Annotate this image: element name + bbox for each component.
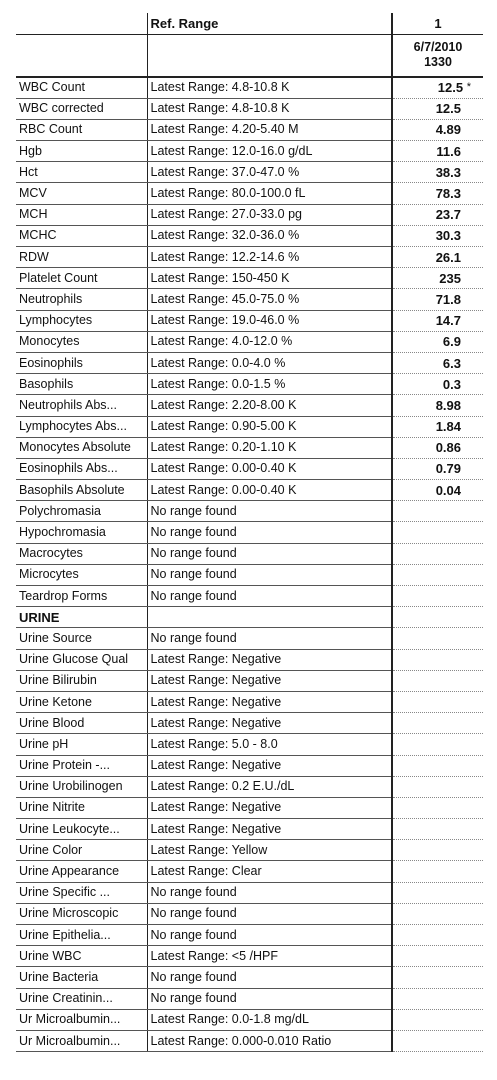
table-row[interactable] xyxy=(16,543,483,564)
result-value-cell[interactable] xyxy=(392,628,483,649)
reference-range: No range found xyxy=(147,925,392,946)
test-name: Urine WBC xyxy=(16,946,147,967)
result-value-cell[interactable] xyxy=(392,437,483,458)
reference-range: Latest Range: Negative xyxy=(147,670,392,691)
result-value-cell[interactable] xyxy=(392,543,483,564)
table-row[interactable] xyxy=(16,734,483,755)
table-row[interactable] xyxy=(16,1009,483,1030)
test-name: Eosinophils Abs... xyxy=(16,458,147,479)
table-row[interactable] xyxy=(16,522,483,543)
test-name: Teardrop Forms xyxy=(16,586,147,607)
table-row[interactable] xyxy=(16,882,483,903)
table-row[interactable] xyxy=(16,501,483,522)
result-value: 12.5 xyxy=(435,101,461,117)
result-value-cell[interactable] xyxy=(392,670,483,691)
table-row[interactable] xyxy=(16,819,483,840)
result-value: 8.98 xyxy=(435,397,461,413)
result-value-cell[interactable] xyxy=(392,988,483,1009)
reference-range: Latest Range: 45.0-75.0 % xyxy=(147,289,392,310)
table-row[interactable] xyxy=(16,861,483,882)
table-row[interactable] xyxy=(16,797,483,818)
result-value: 0.3 xyxy=(442,376,461,392)
reference-range: No range found xyxy=(147,586,392,607)
result-value-cell[interactable] xyxy=(392,395,483,416)
test-name-header xyxy=(16,13,147,34)
table-row[interactable] xyxy=(16,691,483,712)
table-row[interactable] xyxy=(16,204,483,225)
test-name: Eosinophils xyxy=(16,352,147,373)
result-value: 0.86 xyxy=(435,440,461,456)
table-row[interactable] xyxy=(16,141,483,162)
reference-range: No range found xyxy=(147,543,392,564)
result-value: 38.3 xyxy=(435,164,461,180)
result-value-cell[interactable] xyxy=(392,268,483,289)
result-value-cell[interactable] xyxy=(392,564,483,585)
result-value-cell[interactable] xyxy=(392,734,483,755)
reference-range: Latest Range: 0.0-4.0 % xyxy=(147,352,392,373)
table-row[interactable] xyxy=(16,586,483,607)
result-value-cell[interactable] xyxy=(392,797,483,818)
reference-range: No range found xyxy=(147,628,392,649)
result-value-cell[interactable] xyxy=(392,691,483,712)
test-name: Urine Creatinin... xyxy=(16,988,147,1009)
reference-range: No range found xyxy=(147,564,392,585)
result-value-cell[interactable] xyxy=(392,141,483,162)
table-row[interactable] xyxy=(16,564,483,585)
result-value-cell[interactable] xyxy=(392,776,483,797)
result-value-cell[interactable] xyxy=(392,840,483,861)
test-name: Platelet Count xyxy=(16,268,147,289)
result-value-cell[interactable] xyxy=(392,289,483,310)
reference-range: Latest Range: Negative xyxy=(147,755,392,776)
test-name: RDW xyxy=(16,247,147,268)
test-name: Hgb xyxy=(16,141,147,162)
reference-range: Latest Range: Negative xyxy=(147,819,392,840)
result-value-cell[interactable] xyxy=(392,586,483,607)
header-date-row xyxy=(16,34,483,77)
test-name: Basophils Absolute xyxy=(16,480,147,501)
header-row xyxy=(16,13,483,34)
reference-range: No range found xyxy=(147,967,392,988)
reference-range: Latest Range: Yellow xyxy=(147,840,392,861)
test-name: Polychromasia xyxy=(16,501,147,522)
result-value-cell[interactable] xyxy=(392,967,483,988)
result-value: 12.5 xyxy=(437,80,464,96)
reference-range: Latest Range: 0.00-0.40 K xyxy=(147,458,392,479)
result-value-cell[interactable] xyxy=(392,946,483,967)
test-name: Urine Nitrite xyxy=(16,797,147,818)
result-value-cell[interactable] xyxy=(392,310,483,331)
result-value-cell[interactable] xyxy=(392,204,483,225)
test-name: Urine Bilirubin xyxy=(16,670,147,691)
result-value-cell[interactable] xyxy=(392,374,483,395)
test-name: Neutrophils xyxy=(16,289,147,310)
table-row[interactable] xyxy=(16,670,483,691)
result-value: 14.7 xyxy=(435,313,461,329)
test-name: Urine Microscopic xyxy=(16,903,147,924)
result-value: 11.6 xyxy=(436,143,461,159)
table-row[interactable] xyxy=(16,437,483,458)
test-name: Lymphocytes Abs... xyxy=(16,416,147,437)
test-name: Urine pH xyxy=(16,734,147,755)
result-value: 30.3 xyxy=(435,228,461,244)
table-row[interactable] xyxy=(16,352,483,373)
reference-range: Latest Range: 0.00-0.40 K xyxy=(147,480,392,501)
table-row[interactable] xyxy=(16,903,483,924)
lab-results-table xyxy=(16,13,483,1052)
result-value: 6.3 xyxy=(442,355,461,371)
table-row[interactable] xyxy=(16,840,483,861)
table-row[interactable] xyxy=(16,713,483,734)
reference-range: Latest Range: 0.90-5.00 K xyxy=(147,416,392,437)
table-row[interactable] xyxy=(16,946,483,967)
lab-results-body xyxy=(16,77,483,1052)
reference-range: Latest Range: 0.000-0.010 Ratio xyxy=(147,1030,392,1051)
test-name: Urine Leukocyte... xyxy=(16,819,147,840)
result-value-cell[interactable] xyxy=(392,501,483,522)
reference-range: No range found xyxy=(147,882,392,903)
test-name: Urine Epithelia... xyxy=(16,925,147,946)
test-name: Urine Specific ... xyxy=(16,882,147,903)
table-row[interactable] xyxy=(16,480,483,501)
result-value: 1.84 xyxy=(435,419,461,435)
reference-range: Latest Range: 32.0-36.0 % xyxy=(147,225,392,246)
test-name: WBC Count xyxy=(16,77,147,98)
result-value: 6.9 xyxy=(442,334,461,350)
test-name: Urine Bacteria xyxy=(16,967,147,988)
table-row[interactable] xyxy=(16,776,483,797)
test-name: WBC corrected xyxy=(16,98,147,119)
reference-range xyxy=(147,607,392,628)
table-row[interactable] xyxy=(16,1030,483,1051)
reference-range: Latest Range: 0.0-1.8 mg/dL xyxy=(147,1009,392,1030)
result-value-cell[interactable] xyxy=(392,331,483,352)
result-value-cell[interactable] xyxy=(392,1009,483,1030)
test-name: MCV xyxy=(16,183,147,204)
reference-range: Latest Range: 80.0-100.0 fL xyxy=(147,183,392,204)
test-name: Urine Blood xyxy=(16,713,147,734)
test-name: Ur Microalbumin... xyxy=(16,1009,147,1030)
result-value-cell[interactable] xyxy=(392,649,483,670)
table-row[interactable] xyxy=(16,225,483,246)
result-column-datetime[interactable] xyxy=(392,34,483,77)
table-row[interactable] xyxy=(16,416,483,437)
result-value-cell[interactable] xyxy=(392,416,483,437)
result-value-cell[interactable] xyxy=(392,925,483,946)
test-name: Hct xyxy=(16,162,147,183)
reference-range: Latest Range: 37.0-47.0 % xyxy=(147,162,392,183)
result-value-cell[interactable] xyxy=(392,903,483,924)
result-value-cell[interactable] xyxy=(392,882,483,903)
table-row[interactable] xyxy=(16,98,483,119)
table-row[interactable] xyxy=(16,988,483,1009)
test-name: Monocytes xyxy=(16,331,147,352)
table-row[interactable] xyxy=(16,247,483,268)
result-value-cell[interactable] xyxy=(392,225,483,246)
reference-range: No range found xyxy=(147,988,392,1009)
result-value-cell[interactable] xyxy=(392,247,483,268)
table-row[interactable] xyxy=(16,649,483,670)
result-value: 26.1 xyxy=(435,249,461,265)
test-name: Urine Source xyxy=(16,628,147,649)
reference-range: No range found xyxy=(147,501,392,522)
test-name: Hypochromasia xyxy=(16,522,147,543)
result-value-cell[interactable] xyxy=(392,458,483,479)
table-row[interactable] xyxy=(16,628,483,649)
lab-results-sheet xyxy=(16,13,483,1052)
reference-range: Latest Range: 0.0-1.5 % xyxy=(147,374,392,395)
result-value-cell[interactable] xyxy=(392,480,483,501)
test-name: Urine Urobilinogen xyxy=(16,776,147,797)
test-name: URINE xyxy=(16,607,147,628)
test-name: Urine Appearance xyxy=(16,861,147,882)
test-name: Urine Ketone xyxy=(16,691,147,712)
result-value-cell[interactable] xyxy=(392,183,483,204)
reference-range: Latest Range: 4.8-10.8 K xyxy=(147,98,392,119)
reference-range: Latest Range: Negative xyxy=(147,649,392,670)
result-value-cell[interactable] xyxy=(392,522,483,543)
reference-range: Latest Range: 0.2 E.U./dL xyxy=(147,776,392,797)
table-row[interactable] xyxy=(16,331,483,352)
abnormal-flag: * xyxy=(466,81,471,94)
reference-range: Latest Range: <5 /HPF xyxy=(147,946,392,967)
result-value-cell[interactable] xyxy=(392,755,483,776)
result-value-cell[interactable] xyxy=(392,162,483,183)
reference-range: Latest Range: Negative xyxy=(147,691,392,712)
reference-range: Latest Range: 27.0-33.0 pg xyxy=(147,204,392,225)
table-row[interactable] xyxy=(16,967,483,988)
result-value-cell[interactable] xyxy=(392,77,483,98)
table-row[interactable] xyxy=(16,925,483,946)
table-row[interactable] xyxy=(16,374,483,395)
result-value-cell[interactable] xyxy=(392,713,483,734)
table-row[interactable] xyxy=(16,310,483,331)
reference-range: Latest Range: 0.20-1.10 K xyxy=(147,437,392,458)
reference-range: No range found xyxy=(147,903,392,924)
reference-range: Latest Range: 12.0-16.0 g/dL xyxy=(147,141,392,162)
test-name: Urine Color xyxy=(16,840,147,861)
result-value: 235 xyxy=(439,270,461,286)
reference-range: No range found xyxy=(147,522,392,543)
table-row[interactable] xyxy=(16,395,483,416)
result-column-time: 1330 xyxy=(424,55,452,70)
result-column-date: 6/7/2010 xyxy=(413,40,463,55)
result-value: 78.3 xyxy=(435,186,461,202)
table-row[interactable] xyxy=(16,183,483,204)
test-name: MCHC xyxy=(16,225,147,246)
test-name: Ur Microalbumin... xyxy=(16,1030,147,1051)
reference-range: Latest Range: Negative xyxy=(147,713,392,734)
result-value-cell[interactable] xyxy=(392,98,483,119)
test-name: MCH xyxy=(16,204,147,225)
result-value-cell[interactable] xyxy=(392,607,483,628)
table-row[interactable] xyxy=(16,289,483,310)
result-value: 23.7 xyxy=(435,207,461,223)
reference-range: Latest Range: 19.0-46.0 % xyxy=(147,310,392,331)
blank-header-cell xyxy=(16,34,147,77)
table-row[interactable] xyxy=(16,77,483,98)
test-name: Lymphocytes xyxy=(16,310,147,331)
test-name: Urine Protein -... xyxy=(16,755,147,776)
reference-range: Latest Range: 4.8-10.8 K xyxy=(147,77,392,98)
test-name: Macrocytes xyxy=(16,543,147,564)
reference-range: Latest Range: 2.20-8.00 K xyxy=(147,395,392,416)
reference-range: Latest Range: 4.0-12.0 % xyxy=(147,331,392,352)
test-name: Basophils xyxy=(16,374,147,395)
test-name: Neutrophils Abs... xyxy=(16,395,147,416)
result-value: 4.89 xyxy=(435,122,461,138)
test-name: RBC Count xyxy=(16,119,147,140)
result-value-cell[interactable] xyxy=(392,352,483,373)
blank-header-cell xyxy=(147,34,392,77)
result-value-cell[interactable] xyxy=(392,861,483,882)
test-name: Monocytes Absolute xyxy=(16,437,147,458)
table-row[interactable] xyxy=(16,755,483,776)
result-value-cell[interactable] xyxy=(392,119,483,140)
result-value: 71.8 xyxy=(435,291,461,307)
reference-range: Latest Range: 5.0 - 8.0 xyxy=(147,734,392,755)
table-row[interactable] xyxy=(16,268,483,289)
result-value: 0.79 xyxy=(435,461,461,477)
table-row[interactable] xyxy=(16,458,483,479)
table-row[interactable] xyxy=(16,119,483,140)
reference-range: Latest Range: 12.2-14.6 % xyxy=(147,247,392,268)
result-value: 0.04 xyxy=(435,482,461,498)
test-name: Urine Glucose Qual xyxy=(16,649,147,670)
result-value-cell[interactable] xyxy=(392,1030,483,1051)
result-column-number[interactable]: 1 xyxy=(392,13,483,34)
reference-range: Latest Range: Clear xyxy=(147,861,392,882)
reference-range: Latest Range: 4.20-5.40 M xyxy=(147,119,392,140)
reference-range: Latest Range: 150-450 K xyxy=(147,268,392,289)
table-row[interactable] xyxy=(16,162,483,183)
reference-range: Latest Range: Negative xyxy=(147,797,392,818)
result-value-cell[interactable] xyxy=(392,819,483,840)
test-name: Microcytes xyxy=(16,564,147,585)
section-header-row[interactable] xyxy=(16,607,483,628)
ref-range-header: Ref. Range xyxy=(147,13,392,34)
